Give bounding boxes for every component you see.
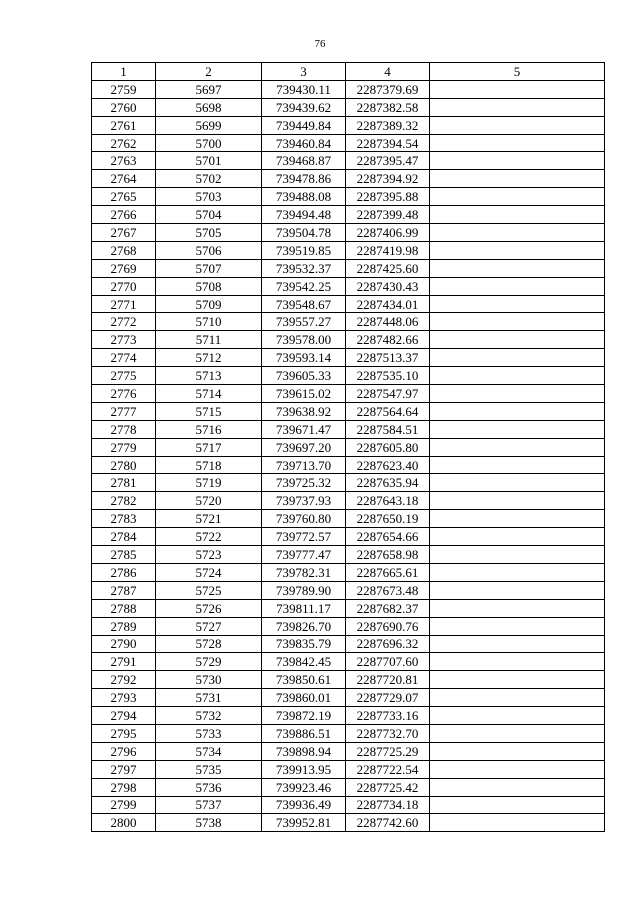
table-cell xyxy=(430,349,605,367)
table-cell: 5705 xyxy=(156,224,262,242)
table-cell xyxy=(430,617,605,635)
table-cell: 739557.27 xyxy=(262,313,346,331)
table-cell: 2287564.64 xyxy=(346,402,430,420)
table-cell: 739850.61 xyxy=(262,671,346,689)
table-cell: 2287382.58 xyxy=(346,98,430,116)
table-cell xyxy=(430,796,605,814)
table-cell xyxy=(430,546,605,564)
table-cell xyxy=(430,492,605,510)
page-number: 76 xyxy=(314,38,326,50)
column-header: 2 xyxy=(156,63,262,81)
table-cell: 2287635.94 xyxy=(346,474,430,492)
table-cell xyxy=(430,188,605,206)
table-cell: 5724 xyxy=(156,563,262,581)
table-cell xyxy=(430,456,605,474)
table-cell: 5718 xyxy=(156,456,262,474)
table-row xyxy=(92,98,605,116)
table-cell: 5737 xyxy=(156,796,262,814)
table-cell: 2786 xyxy=(92,563,156,581)
table-cell xyxy=(430,510,605,528)
table-cell xyxy=(430,814,605,832)
table-cell: 2791 xyxy=(92,653,156,671)
table-cell: 2764 xyxy=(92,170,156,188)
table-row xyxy=(92,510,605,528)
table-cell: 739826.70 xyxy=(262,617,346,635)
table-cell: 5700 xyxy=(156,134,262,152)
table-cell: 739638.92 xyxy=(262,402,346,420)
table-row xyxy=(92,635,605,653)
table-cell: 739737.93 xyxy=(262,492,346,510)
table-cell: 5710 xyxy=(156,313,262,331)
table-cell: 2785 xyxy=(92,546,156,564)
table-cell xyxy=(430,599,605,617)
table-row xyxy=(92,188,605,206)
table-cell: 739488.08 xyxy=(262,188,346,206)
table-cell: 2287406.99 xyxy=(346,224,430,242)
table-cell: 2797 xyxy=(92,760,156,778)
table-cell xyxy=(430,563,605,581)
table-cell: 739782.31 xyxy=(262,563,346,581)
table-cell: 2798 xyxy=(92,778,156,796)
table-cell: 2287650.19 xyxy=(346,510,430,528)
table-cell xyxy=(430,689,605,707)
table-cell: 2287673.48 xyxy=(346,581,430,599)
table-cell: 2778 xyxy=(92,420,156,438)
table-cell: 739898.94 xyxy=(262,742,346,760)
table-row xyxy=(92,707,605,725)
table-cell: 2774 xyxy=(92,349,156,367)
table-cell xyxy=(430,170,605,188)
table-cell: 2287720.81 xyxy=(346,671,430,689)
table-cell: 2782 xyxy=(92,492,156,510)
table-cell: 2793 xyxy=(92,689,156,707)
table-cell: 2780 xyxy=(92,456,156,474)
table-cell: 2287682.37 xyxy=(346,599,430,617)
table-row xyxy=(92,259,605,277)
table-body xyxy=(92,80,605,831)
table-cell: 739842.45 xyxy=(262,653,346,671)
table-cell xyxy=(430,134,605,152)
table-cell: 739615.02 xyxy=(262,385,346,403)
table-cell: 5713 xyxy=(156,367,262,385)
table-cell: 2287742.60 xyxy=(346,814,430,832)
table-cell: 739789.90 xyxy=(262,581,346,599)
table-row xyxy=(92,206,605,224)
table-cell xyxy=(430,402,605,420)
table-row xyxy=(92,277,605,295)
table-cell: 2760 xyxy=(92,98,156,116)
table-row xyxy=(92,617,605,635)
table-cell: 5730 xyxy=(156,671,262,689)
table-row xyxy=(92,420,605,438)
table-cell: 5720 xyxy=(156,492,262,510)
table-cell xyxy=(430,671,605,689)
table-cell: 5726 xyxy=(156,599,262,617)
table-cell: 5733 xyxy=(156,724,262,742)
table-cell xyxy=(430,724,605,742)
table-cell: 2287729.07 xyxy=(346,689,430,707)
table-cell: 739578.00 xyxy=(262,331,346,349)
table-cell: 5731 xyxy=(156,689,262,707)
table-cell: 2765 xyxy=(92,188,156,206)
table-cell: 5734 xyxy=(156,742,262,760)
table-cell: 739713.70 xyxy=(262,456,346,474)
table-cell: 2790 xyxy=(92,635,156,653)
table-cell: 2762 xyxy=(92,134,156,152)
table-row xyxy=(92,724,605,742)
table-cell xyxy=(430,277,605,295)
table-cell: 2287658.98 xyxy=(346,546,430,564)
table-cell xyxy=(430,707,605,725)
table-cell: 2287725.29 xyxy=(346,742,430,760)
table-cell: 2781 xyxy=(92,474,156,492)
table-row xyxy=(92,241,605,259)
table-header-row xyxy=(92,63,605,81)
table-cell: 2287643.18 xyxy=(346,492,430,510)
table-cell: 739860.01 xyxy=(262,689,346,707)
table-cell: 2287732.70 xyxy=(346,724,430,742)
table-cell: 739478.86 xyxy=(262,170,346,188)
table-cell xyxy=(430,474,605,492)
table-cell: 2287430.43 xyxy=(346,277,430,295)
table-cell xyxy=(430,742,605,760)
table-cell: 739494.48 xyxy=(262,206,346,224)
table-cell xyxy=(430,778,605,796)
table-cell: 5703 xyxy=(156,188,262,206)
table-cell: 2772 xyxy=(92,313,156,331)
table-cell: 739913.95 xyxy=(262,760,346,778)
table-cell: 5723 xyxy=(156,546,262,564)
table-cell: 739697.20 xyxy=(262,438,346,456)
table-row xyxy=(92,313,605,331)
table-cell: 2287707.60 xyxy=(346,653,430,671)
table-cell xyxy=(430,224,605,242)
table-cell xyxy=(430,581,605,599)
table-cell: 2287605.80 xyxy=(346,438,430,456)
table-cell: 2777 xyxy=(92,402,156,420)
table-cell: 2773 xyxy=(92,331,156,349)
table-cell: 2287734.18 xyxy=(346,796,430,814)
table-cell: 2768 xyxy=(92,241,156,259)
table-row xyxy=(92,653,605,671)
table-cell: 5709 xyxy=(156,295,262,313)
table-cell xyxy=(430,206,605,224)
table-cell: 5701 xyxy=(156,152,262,170)
table-cell xyxy=(430,116,605,134)
table-row xyxy=(92,349,605,367)
table-cell xyxy=(430,331,605,349)
column-header: 1 xyxy=(92,63,156,81)
table-row xyxy=(92,385,605,403)
table-cell: 739532.37 xyxy=(262,259,346,277)
table-cell: 2796 xyxy=(92,742,156,760)
table-row xyxy=(92,563,605,581)
table-row xyxy=(92,778,605,796)
table-cell: 5725 xyxy=(156,581,262,599)
table-cell: 2287395.47 xyxy=(346,152,430,170)
table-cell: 5728 xyxy=(156,635,262,653)
table-row xyxy=(92,814,605,832)
table-cell: 5698 xyxy=(156,98,262,116)
table-cell: 2779 xyxy=(92,438,156,456)
table-cell: 2761 xyxy=(92,116,156,134)
table-cell: 2287394.54 xyxy=(346,134,430,152)
table-cell: 2287419.98 xyxy=(346,241,430,259)
table-cell: 739548.67 xyxy=(262,295,346,313)
table-cell xyxy=(430,420,605,438)
table-cell: 2287696.32 xyxy=(346,635,430,653)
table-row xyxy=(92,438,605,456)
table-cell xyxy=(430,98,605,116)
table-cell: 739760.80 xyxy=(262,510,346,528)
table-cell: 5722 xyxy=(156,528,262,546)
table-cell: 2287395.88 xyxy=(346,188,430,206)
table-cell: 739952.81 xyxy=(262,814,346,832)
table-cell xyxy=(430,80,605,98)
table-cell: 2287425.60 xyxy=(346,259,430,277)
table-cell: 5711 xyxy=(156,331,262,349)
table-cell: 2800 xyxy=(92,814,156,832)
table-cell xyxy=(430,528,605,546)
table-cell: 2287623.40 xyxy=(346,456,430,474)
table-cell: 2795 xyxy=(92,724,156,742)
table-row xyxy=(92,367,605,385)
table-row xyxy=(92,224,605,242)
table-row xyxy=(92,492,605,510)
table-cell: 739593.14 xyxy=(262,349,346,367)
table-cell: 739835.79 xyxy=(262,635,346,653)
table-cell: 2287535.10 xyxy=(346,367,430,385)
table-cell: 5714 xyxy=(156,385,262,403)
table-cell: 2767 xyxy=(92,224,156,242)
table-cell: 739772.57 xyxy=(262,528,346,546)
table-cell: 5727 xyxy=(156,617,262,635)
table-cell: 2287389.32 xyxy=(346,116,430,134)
table-row xyxy=(92,134,605,152)
column-header: 5 xyxy=(430,63,605,81)
table-cell xyxy=(430,259,605,277)
table-cell: 2770 xyxy=(92,277,156,295)
table-cell: 5712 xyxy=(156,349,262,367)
table-cell: 5716 xyxy=(156,420,262,438)
table-cell: 2763 xyxy=(92,152,156,170)
table-cell: 5702 xyxy=(156,170,262,188)
table-cell xyxy=(430,241,605,259)
table-cell: 2788 xyxy=(92,599,156,617)
table-cell: 739504.78 xyxy=(262,224,346,242)
table-cell: 5717 xyxy=(156,438,262,456)
table-cell: 2766 xyxy=(92,206,156,224)
table-cell: 739886.51 xyxy=(262,724,346,742)
table-cell: 2287399.48 xyxy=(346,206,430,224)
table-cell xyxy=(430,760,605,778)
table-cell xyxy=(430,313,605,331)
table-cell xyxy=(430,653,605,671)
table-cell xyxy=(430,635,605,653)
table-cell: 5708 xyxy=(156,277,262,295)
table-cell: 739777.47 xyxy=(262,546,346,564)
table-row xyxy=(92,116,605,134)
table-cell: 2794 xyxy=(92,707,156,725)
table-cell: 5729 xyxy=(156,653,262,671)
table-cell: 2287654.66 xyxy=(346,528,430,546)
table-cell: 2287733.16 xyxy=(346,707,430,725)
table-cell: 739460.84 xyxy=(262,134,346,152)
table-cell: 739468.87 xyxy=(262,152,346,170)
table-cell xyxy=(430,385,605,403)
table-cell: 739542.25 xyxy=(262,277,346,295)
table-row xyxy=(92,152,605,170)
table-cell: 5699 xyxy=(156,116,262,134)
table-cell: 739605.33 xyxy=(262,367,346,385)
table-cell: 2783 xyxy=(92,510,156,528)
table-cell: 739449.84 xyxy=(262,116,346,134)
table-cell: 2792 xyxy=(92,671,156,689)
table-cell: 2287513.37 xyxy=(346,349,430,367)
table-cell: 739671.47 xyxy=(262,420,346,438)
table-row xyxy=(92,581,605,599)
table-cell: 2775 xyxy=(92,367,156,385)
table-cell: 2287434.01 xyxy=(346,295,430,313)
table-cell: 5707 xyxy=(156,259,262,277)
table-cell: 2287584.51 xyxy=(346,420,430,438)
table-cell: 2287722.54 xyxy=(346,760,430,778)
table-row xyxy=(92,402,605,420)
table-cell: 5706 xyxy=(156,241,262,259)
table-cell: 739519.85 xyxy=(262,241,346,259)
table-row xyxy=(92,599,605,617)
table-cell: 5715 xyxy=(156,402,262,420)
table-row xyxy=(92,760,605,778)
table-row xyxy=(92,528,605,546)
table-row xyxy=(92,742,605,760)
table-cell: 2776 xyxy=(92,385,156,403)
table-cell: 739872.19 xyxy=(262,707,346,725)
table-cell xyxy=(430,367,605,385)
table-cell: 739725.32 xyxy=(262,474,346,492)
table-cell: 2287547.97 xyxy=(346,385,430,403)
table-cell: 2287394.92 xyxy=(346,170,430,188)
table-cell: 2784 xyxy=(92,528,156,546)
table-cell xyxy=(430,152,605,170)
table-cell: 5697 xyxy=(156,80,262,98)
table-row xyxy=(92,170,605,188)
table-row xyxy=(92,474,605,492)
table-cell xyxy=(430,295,605,313)
table-cell: 2287665.61 xyxy=(346,563,430,581)
table-cell: 739936.49 xyxy=(262,796,346,814)
table-cell: 2799 xyxy=(92,796,156,814)
table-cell: 2287725.42 xyxy=(346,778,430,796)
table-cell: 5732 xyxy=(156,707,262,725)
table-cell: 2287379.69 xyxy=(346,80,430,98)
table-cell: 5704 xyxy=(156,206,262,224)
table-cell: 2789 xyxy=(92,617,156,635)
table-cell xyxy=(430,438,605,456)
coordinates-table xyxy=(91,62,605,832)
table-cell: 739439.62 xyxy=(262,98,346,116)
table-cell: 5738 xyxy=(156,814,262,832)
table-cell: 2287482.66 xyxy=(346,331,430,349)
table-cell: 5719 xyxy=(156,474,262,492)
table-row xyxy=(92,456,605,474)
table-cell: 5721 xyxy=(156,510,262,528)
column-header: 4 xyxy=(346,63,430,81)
table-cell: 2287690.76 xyxy=(346,617,430,635)
table-cell: 739811.17 xyxy=(262,599,346,617)
table-cell: 2769 xyxy=(92,259,156,277)
table-cell: 2759 xyxy=(92,80,156,98)
table-cell: 739430.11 xyxy=(262,80,346,98)
table-row xyxy=(92,80,605,98)
table-row xyxy=(92,689,605,707)
table-row xyxy=(92,546,605,564)
table-cell: 5735 xyxy=(156,760,262,778)
table-cell: 2287448.06 xyxy=(346,313,430,331)
column-header: 3 xyxy=(262,63,346,81)
table-row xyxy=(92,295,605,313)
table-cell: 2771 xyxy=(92,295,156,313)
table-row xyxy=(92,331,605,349)
table-cell: 2787 xyxy=(92,581,156,599)
table-row xyxy=(92,796,605,814)
table-cell: 5736 xyxy=(156,778,262,796)
table-cell: 739923.46 xyxy=(262,778,346,796)
table-row xyxy=(92,671,605,689)
